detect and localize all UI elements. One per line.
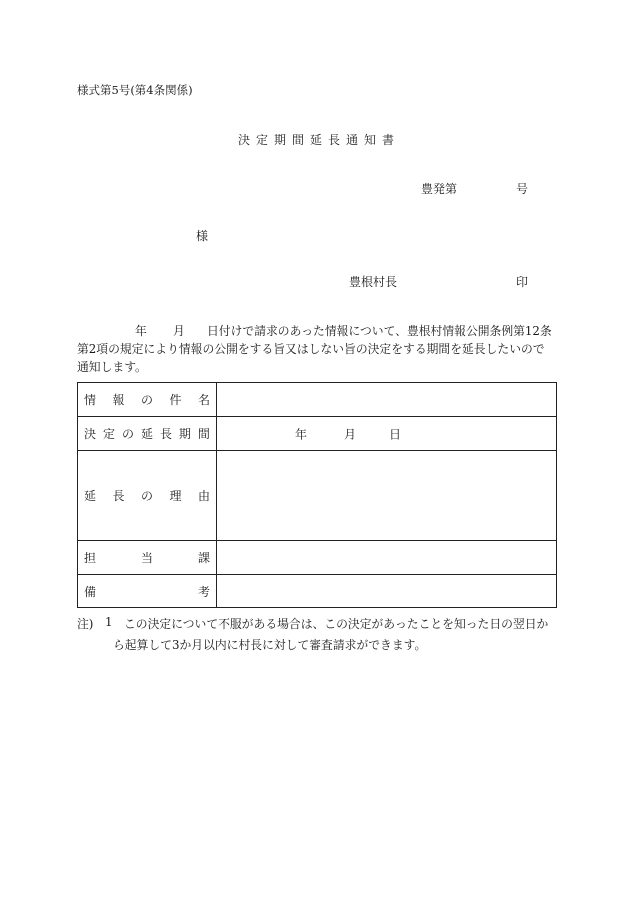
label-char: 定 — [102, 427, 115, 441]
label-char: の — [140, 489, 153, 503]
label-char: 間 — [197, 427, 210, 441]
document-title: 決定期間延長通知書 — [238, 133, 401, 147]
table-row-department — [78, 541, 557, 575]
value-reason[interactable] — [217, 451, 557, 541]
seal-mark: 印 — [516, 275, 529, 289]
label-department — [78, 541, 217, 575]
table-row-subject — [78, 383, 557, 417]
body-line-2: 第2項の規定により情報の公開をする旨又はしない旨の決定をする期間を延長したいので — [77, 342, 545, 356]
label-period — [78, 417, 217, 451]
note-text-1: この決定について不服がある場合は、この決定があったことを知った日の翌日か — [124, 617, 549, 631]
label-char: 情 — [84, 393, 97, 407]
label-char: 件 — [169, 393, 182, 407]
table-row-period — [78, 417, 557, 451]
label-char: 報 — [112, 393, 125, 407]
body-year: 年 — [135, 324, 147, 338]
label-char: 延 — [84, 489, 97, 503]
label-char: 由 — [197, 489, 210, 503]
period-day: 日 — [389, 427, 402, 441]
label-char: 課 — [197, 551, 210, 565]
period-year: 年 — [295, 427, 308, 441]
reference-number-prefix: 豊発第 — [421, 182, 458, 196]
label-char: 決 — [84, 427, 97, 441]
label-char: 担 — [84, 551, 97, 565]
table-row-reason — [78, 451, 557, 541]
table-row-remarks — [78, 575, 557, 608]
addressee-honorific: 様 — [196, 229, 209, 243]
label-char: 延 — [140, 427, 153, 441]
label-char: 長 — [112, 489, 125, 503]
info-table — [77, 382, 557, 608]
label-char: 備 — [84, 584, 97, 599]
label-char: 名 — [197, 393, 210, 407]
value-period[interactable] — [217, 417, 557, 451]
note-line-2: ら起算して3か月以内に村長に対して審査請求ができます。 — [113, 638, 427, 652]
label-reason — [78, 451, 217, 541]
value-subject[interactable] — [217, 383, 557, 417]
body-line-1-text: 日付けで請求のあった情報について、豊根村情報公開条例第12条 — [207, 324, 552, 338]
note-number: 1 — [105, 615, 113, 629]
body-line-3: 通知します。 — [77, 360, 147, 374]
reference-number-suffix: 号 — [516, 182, 529, 196]
note-prefix: 注) — [77, 617, 94, 631]
label-char: の — [121, 427, 134, 441]
sender-name: 豊根村長 — [349, 275, 398, 289]
form-number: 様式第5号(第4条関係) — [77, 83, 193, 97]
label-char: 考 — [197, 584, 210, 599]
value-remarks[interactable] — [217, 575, 557, 608]
body-month: 月 — [173, 324, 185, 338]
label-char: 理 — [169, 489, 182, 503]
label-char: 長 — [159, 427, 172, 441]
label-subject — [78, 383, 217, 417]
value-department[interactable] — [217, 541, 557, 575]
label-char: の — [140, 393, 153, 407]
label-char: 当 — [140, 551, 153, 565]
period-month: 月 — [344, 427, 357, 441]
label-char: 期 — [178, 427, 191, 441]
label-remarks — [78, 575, 217, 608]
